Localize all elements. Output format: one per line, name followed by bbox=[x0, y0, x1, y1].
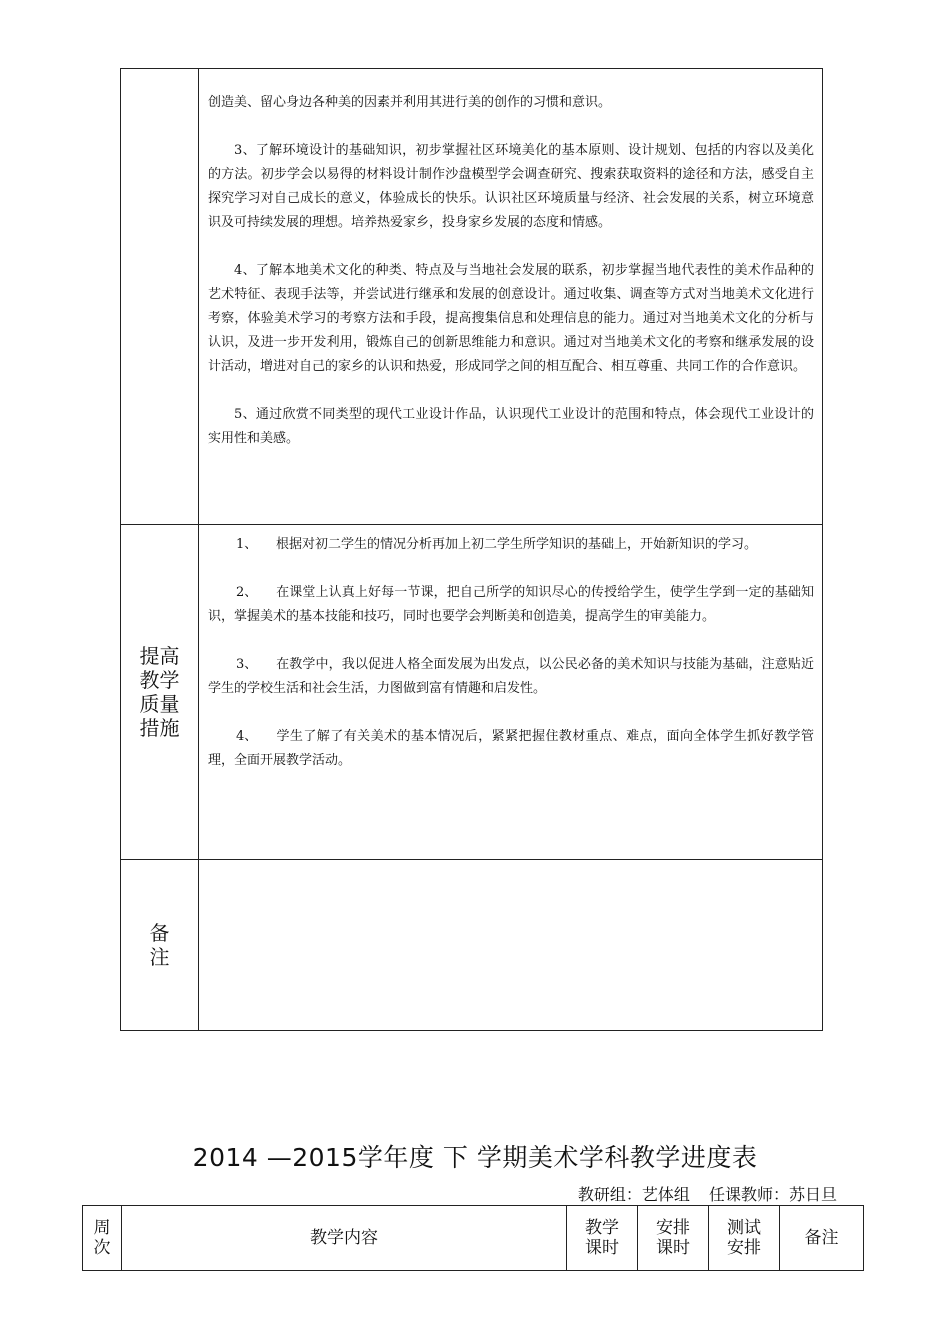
header-scheduled-hours bbox=[638, 1206, 709, 1270]
measure-item bbox=[208, 533, 814, 557]
teacher-name: 任课教师：苏日旦 bbox=[708, 1185, 837, 1204]
schedule-subtitle bbox=[564, 1182, 837, 1205]
header-remarks-label: 备注 bbox=[804, 1228, 839, 1248]
measure-number: 3、 bbox=[236, 657, 258, 672]
measure-number: 4、 bbox=[236, 729, 258, 744]
header-teaching-hours bbox=[567, 1206, 638, 1270]
title-middle: 学年度 bbox=[357, 1143, 435, 1172]
title-term: 下 bbox=[442, 1143, 469, 1172]
teaching-plan-table bbox=[120, 68, 823, 1031]
measure-number: 1、 bbox=[236, 537, 258, 552]
header-test-arrangement-label: 测试安排 bbox=[727, 1218, 761, 1258]
measure-text: 在教学中，我以促进人格全面发展为出发点，以公民必备的美术知识与技能为基础，注意贴近学生的学校生活和社会生活，力图做到富有情趣和启发性。 bbox=[208, 657, 814, 696]
measure-item bbox=[208, 581, 814, 629]
schedule-title bbox=[0, 1138, 950, 1174]
header-content-label: 教学内容 bbox=[310, 1228, 378, 1248]
objective-paragraph: 5、通过欣赏不同类型的现代工业设计作品，认识现代工业设计的范围和特点，体会现代工业设计的实用性和美感。 bbox=[208, 407, 814, 446]
objective-paragraph: 4、了解本地美术文化的种类、特点及与当地社会发展的联系，初步掌握当地代表性的美术作品种的艺术特征、表现手法等，并尝试进行继承和发展的创意设计。通过收集、调查等方式对当地美术文化进行考察，体验美术学习的考察方法和手段，提高搜集信息和处理信息的能力。通过对当地美术文化的分析与认识，及进一步开发利用，锻炼自己的创新思维能力和意识。通过对当地美术文化的考察和继承发展的设计活动，增进对自己的家乡的认识和热爱，形成同学之间的相互配合、相互尊重、共同工作的合作意识。 bbox=[208, 263, 814, 374]
measures-label: 提高教学质量措施 bbox=[139, 644, 180, 740]
title-year-end: —2015 bbox=[266, 1143, 358, 1172]
measures-row bbox=[121, 524, 822, 859]
objective-paragraph: 3、了解环境设计的基础知识，初步掌握社区环境美化的基本原则、设计规划、包括的内容以及美化的方法。初步学会以易得的材料设计制作沙盘模型学会调查研究、搜索获取资料的途径和方法，感受自主探究学习对自己成长的意义，体验成长的快乐。认识社区环境质量与经济、社会发展的关系，树立环境意识及可持续发展的理想。培养热爱家乡，投身家乡发展的态度和情感。 bbox=[208, 143, 814, 230]
research-group: 教研组：艺体组 bbox=[577, 1185, 690, 1204]
title-year-start: 2014 bbox=[192, 1143, 259, 1172]
measure-text: 根据对初二学生的情况分析再加上初二学生所学知识的基础上，开始新知识的学习。 bbox=[276, 537, 758, 552]
header-content bbox=[122, 1206, 567, 1270]
objectives-row bbox=[121, 69, 822, 524]
title-end: 学期美术学科教学进度表 bbox=[476, 1143, 758, 1172]
measures-content bbox=[199, 525, 822, 859]
remarks-content bbox=[199, 860, 822, 1030]
measure-text: 学生了解了有关美术的基本情况后，紧紧把握住教材重点、难点，面向全体学生抓好教学管理，全面开展教学活动。 bbox=[208, 729, 814, 768]
remarks-label-cell bbox=[121, 860, 199, 1030]
header-week-label: 周次 bbox=[93, 1218, 111, 1258]
measure-text: 在课堂上认真上好每一节课，把自己所学的知识尽心的传授给学生，使学生学到一定的基础知识，掌握美术的基本技能和技巧，同时也要学会判断美和创造美，提高学生的审美能力。 bbox=[208, 585, 814, 624]
objective-paragraph: 创造美、留心身边各种美的因素并利用其进行美的创作的习惯和意识。 bbox=[208, 95, 612, 110]
header-teaching-hours-label: 教学课时 bbox=[585, 1218, 619, 1258]
measures-label-cell bbox=[121, 525, 199, 859]
header-scheduled-hours-label: 安排课时 bbox=[656, 1218, 690, 1258]
objectives-label-cell bbox=[121, 69, 199, 524]
measure-number: 2、 bbox=[236, 585, 258, 600]
measure-item bbox=[208, 725, 814, 773]
header-test-arrangement bbox=[709, 1206, 780, 1270]
remarks-row bbox=[121, 859, 822, 1030]
objectives-content bbox=[199, 69, 822, 524]
header-week bbox=[83, 1206, 122, 1270]
schedule-table-header bbox=[82, 1205, 864, 1271]
measure-item bbox=[208, 653, 814, 701]
header-remarks bbox=[780, 1206, 863, 1270]
remarks-label: 备注 bbox=[149, 921, 170, 969]
